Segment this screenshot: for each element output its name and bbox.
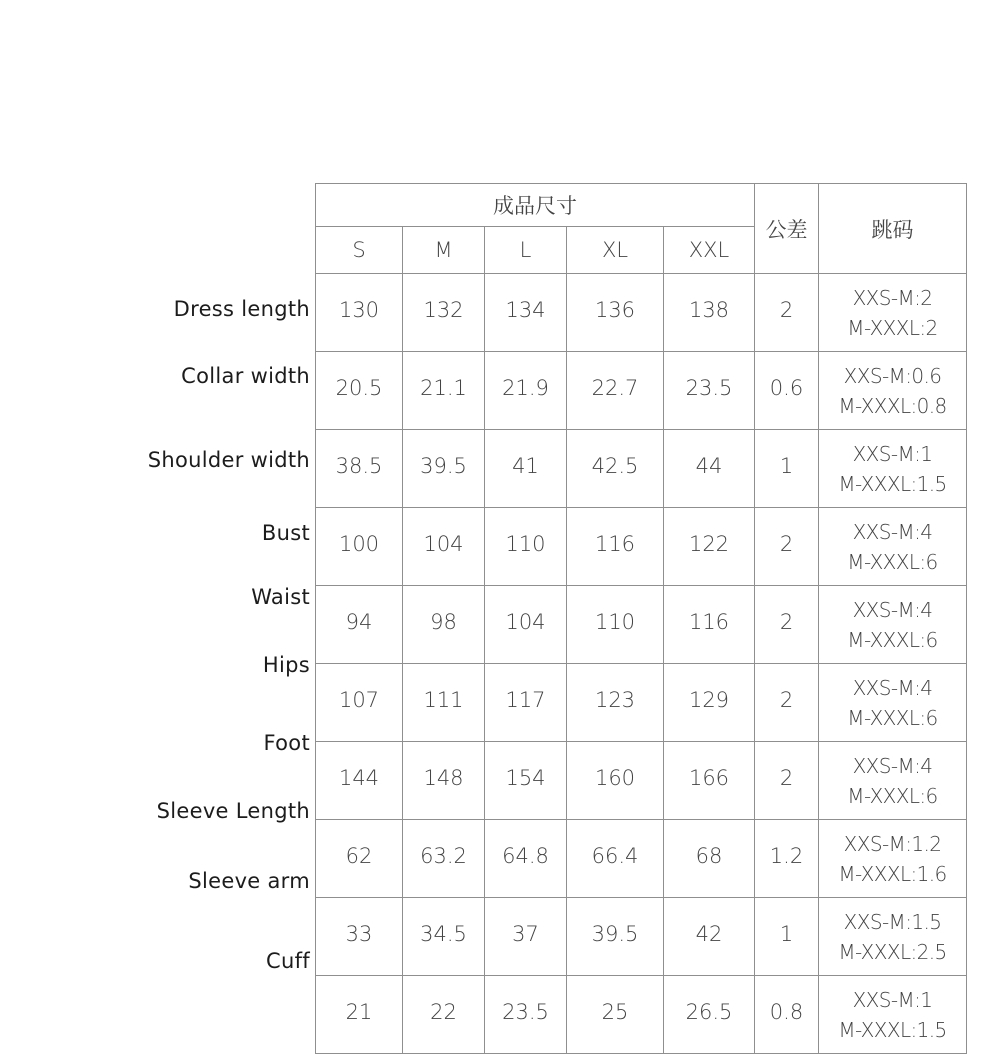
finished-size-title: 成品尺寸 bbox=[316, 184, 755, 227]
row-label: Shoulder width bbox=[147, 448, 310, 472]
size-header-s: S bbox=[316, 227, 403, 274]
value-cell-l: 104 bbox=[485, 586, 567, 664]
value-cell-s: 38.5 bbox=[316, 430, 403, 508]
value-cell-l: 117 bbox=[485, 664, 567, 742]
value-cell-m: 39.5 bbox=[403, 430, 485, 508]
grading-cell bbox=[819, 274, 967, 352]
value-cell-xxl: 42 bbox=[664, 898, 755, 976]
value-cell-l: 134 bbox=[485, 274, 567, 352]
tolerance-cell: 1 bbox=[755, 898, 819, 976]
value-cell-l: 37 bbox=[485, 898, 567, 976]
table-row bbox=[316, 274, 967, 352]
tolerance-cell: 0.6 bbox=[755, 352, 819, 430]
row-label: Cuff bbox=[266, 949, 310, 973]
grading-cell bbox=[819, 352, 967, 430]
size-header-l: L bbox=[485, 227, 567, 274]
value-cell-xl: 123 bbox=[567, 664, 664, 742]
value-cell-xl: 160 bbox=[567, 742, 664, 820]
grading-line: M-XXXL:0.8 bbox=[838, 393, 947, 418]
grading-line: XXS-M:0.6 bbox=[843, 363, 942, 388]
value-cell-xl: 39.5 bbox=[567, 898, 664, 976]
size-header-xl: XL bbox=[567, 227, 664, 274]
row-label: Waist bbox=[251, 585, 310, 609]
value-cell-xxl: 44 bbox=[664, 430, 755, 508]
size-header-m: M bbox=[403, 227, 485, 274]
tolerance-cell: 0.8 bbox=[755, 976, 819, 1054]
value-cell-m: 148 bbox=[403, 742, 485, 820]
value-cell-m: 132 bbox=[403, 274, 485, 352]
tolerance-cell: 1 bbox=[755, 430, 819, 508]
value-cell-xxl: 122 bbox=[664, 508, 755, 586]
grading-line: XXS-M:1 bbox=[852, 441, 933, 466]
row-label: Hips bbox=[262, 653, 310, 677]
table-row bbox=[316, 508, 967, 586]
tolerance-cell: 2 bbox=[755, 742, 819, 820]
tolerance-cell: 2 bbox=[755, 274, 819, 352]
row-label: Bust bbox=[261, 521, 310, 545]
value-cell-m: 22 bbox=[403, 976, 485, 1054]
value-cell-l: 64.8 bbox=[485, 820, 567, 898]
table-row bbox=[316, 898, 967, 976]
value-cell-s: 21 bbox=[316, 976, 403, 1054]
grading-line: XXS-M:1.5 bbox=[843, 909, 942, 934]
value-cell-xxl: 138 bbox=[664, 274, 755, 352]
grading-line: M-XXXL:6 bbox=[847, 549, 938, 574]
tolerance-cell: 2 bbox=[755, 586, 819, 664]
value-cell-xxl: 166 bbox=[664, 742, 755, 820]
grading-line: XXS-M:4 bbox=[852, 597, 933, 622]
value-cell-xxl: 116 bbox=[664, 586, 755, 664]
grading-line: M-XXXL:2.5 bbox=[838, 939, 947, 964]
tolerance-cell: 1.2 bbox=[755, 820, 819, 898]
value-cell-xxl: 26.5 bbox=[664, 976, 755, 1054]
value-cell-xl: 116 bbox=[567, 508, 664, 586]
value-cell-xl: 22.7 bbox=[567, 352, 664, 430]
grading-cell bbox=[819, 898, 967, 976]
grading-line: XXS-M:1 bbox=[852, 987, 933, 1012]
value-cell-xxl: 23.5 bbox=[664, 352, 755, 430]
value-cell-m: 104 bbox=[403, 508, 485, 586]
value-cell-xl: 42.5 bbox=[567, 430, 664, 508]
table-row bbox=[316, 664, 967, 742]
grading-line: XXS-M:4 bbox=[852, 675, 933, 700]
value-cell-l: 154 bbox=[485, 742, 567, 820]
table-row bbox=[316, 352, 967, 430]
header-row-title bbox=[316, 184, 967, 227]
value-cell-xl: 136 bbox=[567, 274, 664, 352]
row-label: Sleeve Length bbox=[156, 799, 310, 823]
value-cell-s: 20.5 bbox=[316, 352, 403, 430]
grading-line: M-XXXL:6 bbox=[847, 627, 938, 652]
value-cell-s: 144 bbox=[316, 742, 403, 820]
grading-line: M-XXXL:1.5 bbox=[838, 1017, 947, 1042]
value-cell-l: 110 bbox=[485, 508, 567, 586]
grading-cell bbox=[819, 664, 967, 742]
grading-line: XXS-M:2 bbox=[852, 285, 933, 310]
grading-line: XXS-M:4 bbox=[852, 519, 933, 544]
row-label: Sleeve arm bbox=[188, 869, 310, 893]
row-label: Collar width bbox=[181, 364, 310, 388]
grading-header: 跳码 bbox=[819, 184, 967, 274]
grading-line: XXS-M:1.2 bbox=[843, 831, 942, 856]
tolerance-cell: 2 bbox=[755, 508, 819, 586]
grading-line: M-XXXL:1.5 bbox=[838, 471, 947, 496]
grading-line: M-XXXL:6 bbox=[847, 783, 938, 808]
value-cell-xxl: 68 bbox=[664, 820, 755, 898]
value-cell-xl: 66.4 bbox=[567, 820, 664, 898]
tolerance-cell: 2 bbox=[755, 664, 819, 742]
grading-cell bbox=[819, 586, 967, 664]
grading-line: M-XXXL:1.6 bbox=[838, 861, 947, 886]
grading-cell bbox=[819, 976, 967, 1054]
value-cell-xxl: 129 bbox=[664, 664, 755, 742]
value-cell-s: 107 bbox=[316, 664, 403, 742]
value-cell-l: 23.5 bbox=[485, 976, 567, 1054]
size-header-xxl: XXL bbox=[664, 227, 755, 274]
tolerance-header: 公差 bbox=[755, 184, 819, 274]
table-row bbox=[316, 430, 967, 508]
table-row bbox=[316, 976, 967, 1054]
grading-line: XXS-M:4 bbox=[852, 753, 933, 778]
grading-cell bbox=[819, 742, 967, 820]
value-cell-xl: 110 bbox=[567, 586, 664, 664]
value-cell-s: 33 bbox=[316, 898, 403, 976]
value-cell-s: 62 bbox=[316, 820, 403, 898]
table-row bbox=[316, 742, 967, 820]
table-row bbox=[316, 820, 967, 898]
value-cell-s: 130 bbox=[316, 274, 403, 352]
value-cell-m: 63.2 bbox=[403, 820, 485, 898]
value-cell-m: 21.1 bbox=[403, 352, 485, 430]
value-cell-l: 41 bbox=[485, 430, 567, 508]
row-label: Dress length bbox=[173, 297, 310, 321]
value-cell-m: 34.5 bbox=[403, 898, 485, 976]
size-chart-table bbox=[315, 183, 967, 1054]
value-cell-s: 94 bbox=[316, 586, 403, 664]
value-cell-s: 100 bbox=[316, 508, 403, 586]
grading-line: M-XXXL:2 bbox=[847, 315, 938, 340]
grading-cell bbox=[819, 820, 967, 898]
value-cell-m: 98 bbox=[403, 586, 485, 664]
table-row bbox=[316, 586, 967, 664]
grading-line: M-XXXL:6 bbox=[847, 705, 938, 730]
grading-cell bbox=[819, 508, 967, 586]
value-cell-m: 111 bbox=[403, 664, 485, 742]
value-cell-xl: 25 bbox=[567, 976, 664, 1054]
value-cell-l: 21.9 bbox=[485, 352, 567, 430]
grading-cell bbox=[819, 430, 967, 508]
row-label: Foot bbox=[263, 731, 310, 755]
